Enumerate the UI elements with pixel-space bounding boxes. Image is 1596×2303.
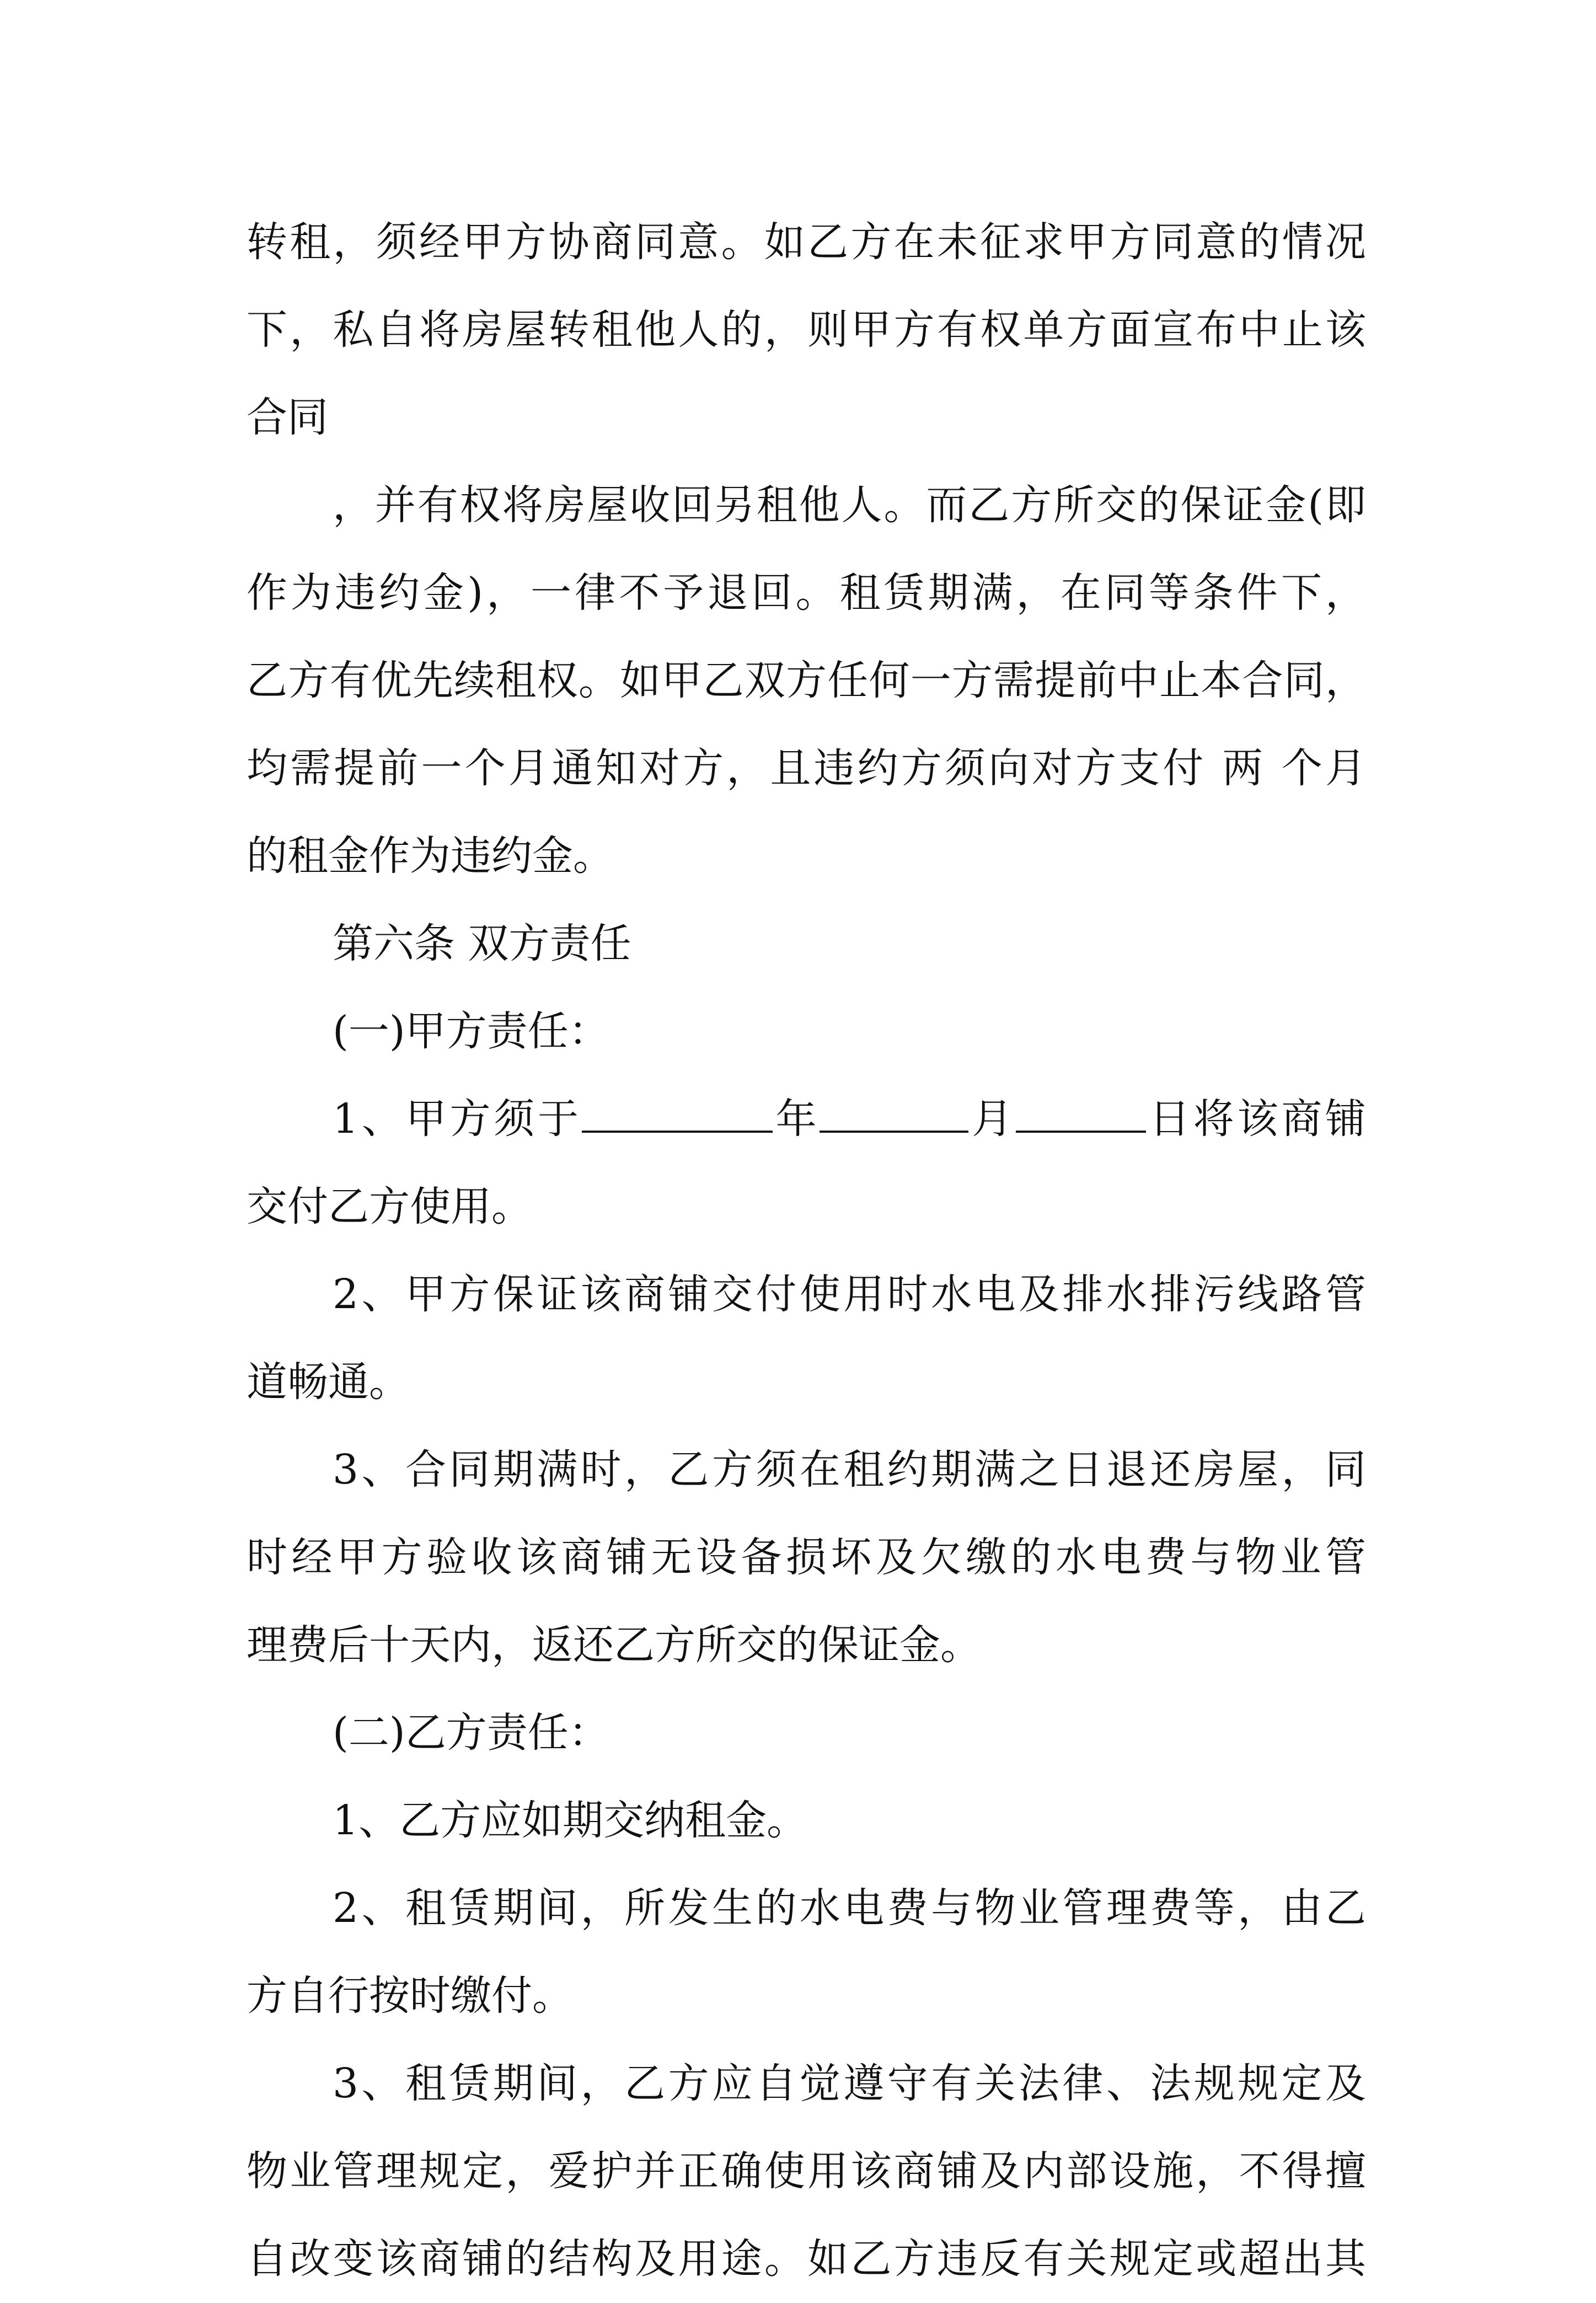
text-line: 的租金作为违约金。 [247, 832, 614, 880]
text-line: 作为违约金)，一律不予退回。租赁期满，在同等条件下， [247, 569, 1366, 617]
year-label: 年 [772, 1095, 820, 1143]
text-line: 下，私自将房屋转租他人的，则甲方有权单方面宣布中止该 [247, 306, 1366, 354]
text-line: 物业管理规定，爱护并正确使用该商铺及内部设施，不得擅 [247, 2147, 1366, 2195]
document-body [247, 199, 1366, 2303]
month-label: 月 [968, 1095, 1016, 1143]
section-heading-party-a: (一)甲方责任： [333, 1008, 609, 1055]
day-blank [1016, 1094, 1146, 1133]
text-line: 道畅通。 [247, 1358, 410, 1406]
text-line: 3、租赁期间，乙方应自觉遵守有关法律、法规规定及 [333, 2060, 1366, 2107]
text-line: ，并有权将房屋收回另租他人。而乙方所交的保证金(即 [333, 481, 1366, 529]
day-suffix: 日将该商铺 [1146, 1095, 1366, 1143]
text-line: 2、租赁期间，所发生的水电费与物业管理费等，由乙 [333, 1884, 1366, 1932]
date-prefix: 1、甲方须于 [333, 1095, 582, 1143]
text-line: 转租，须经甲方协商同意。如乙方在未征求甲方同意的情况 [247, 218, 1366, 266]
text-line: 1、乙方应如期交纳租金。 [333, 1797, 808, 1844]
month-blank [820, 1094, 968, 1133]
text-line: 时经甲方验收该商铺无设备损坏及欠缴的水电费与物业管 [247, 1534, 1366, 1581]
text-line: 合同 [247, 394, 328, 441]
text-line: 交付乙方使用。 [247, 1183, 532, 1230]
text-line: 2、甲方保证该商铺交付使用时水电及排水排污线路管 [333, 1271, 1366, 1318]
article-heading: 第六条 双方责任 [333, 920, 631, 967]
text-line: 自改变该商铺的结构及用途。如乙方违反有关规定或超出其 [247, 2235, 1366, 2283]
text-line: 方自行按时缴付。 [247, 1972, 573, 2020]
text-line: 理费后十天内，返还乙方所交的保证金。 [247, 1621, 981, 1669]
date-fill-line [247, 1075, 1366, 1163]
section-heading-party-b: (二)乙方责任： [333, 1709, 609, 1756]
text-line: 3、合同期满时，乙方须在租约期满之日退还房屋，同 [333, 1446, 1366, 1493]
text-line: 均需提前一个月通知对方，且违约方须向对方支付 两 个月 [247, 745, 1366, 792]
year-blank [582, 1094, 773, 1133]
text-line: 乙方有优先续租权。如甲乙双方任何一方需提前中止本合同， [247, 657, 1366, 704]
